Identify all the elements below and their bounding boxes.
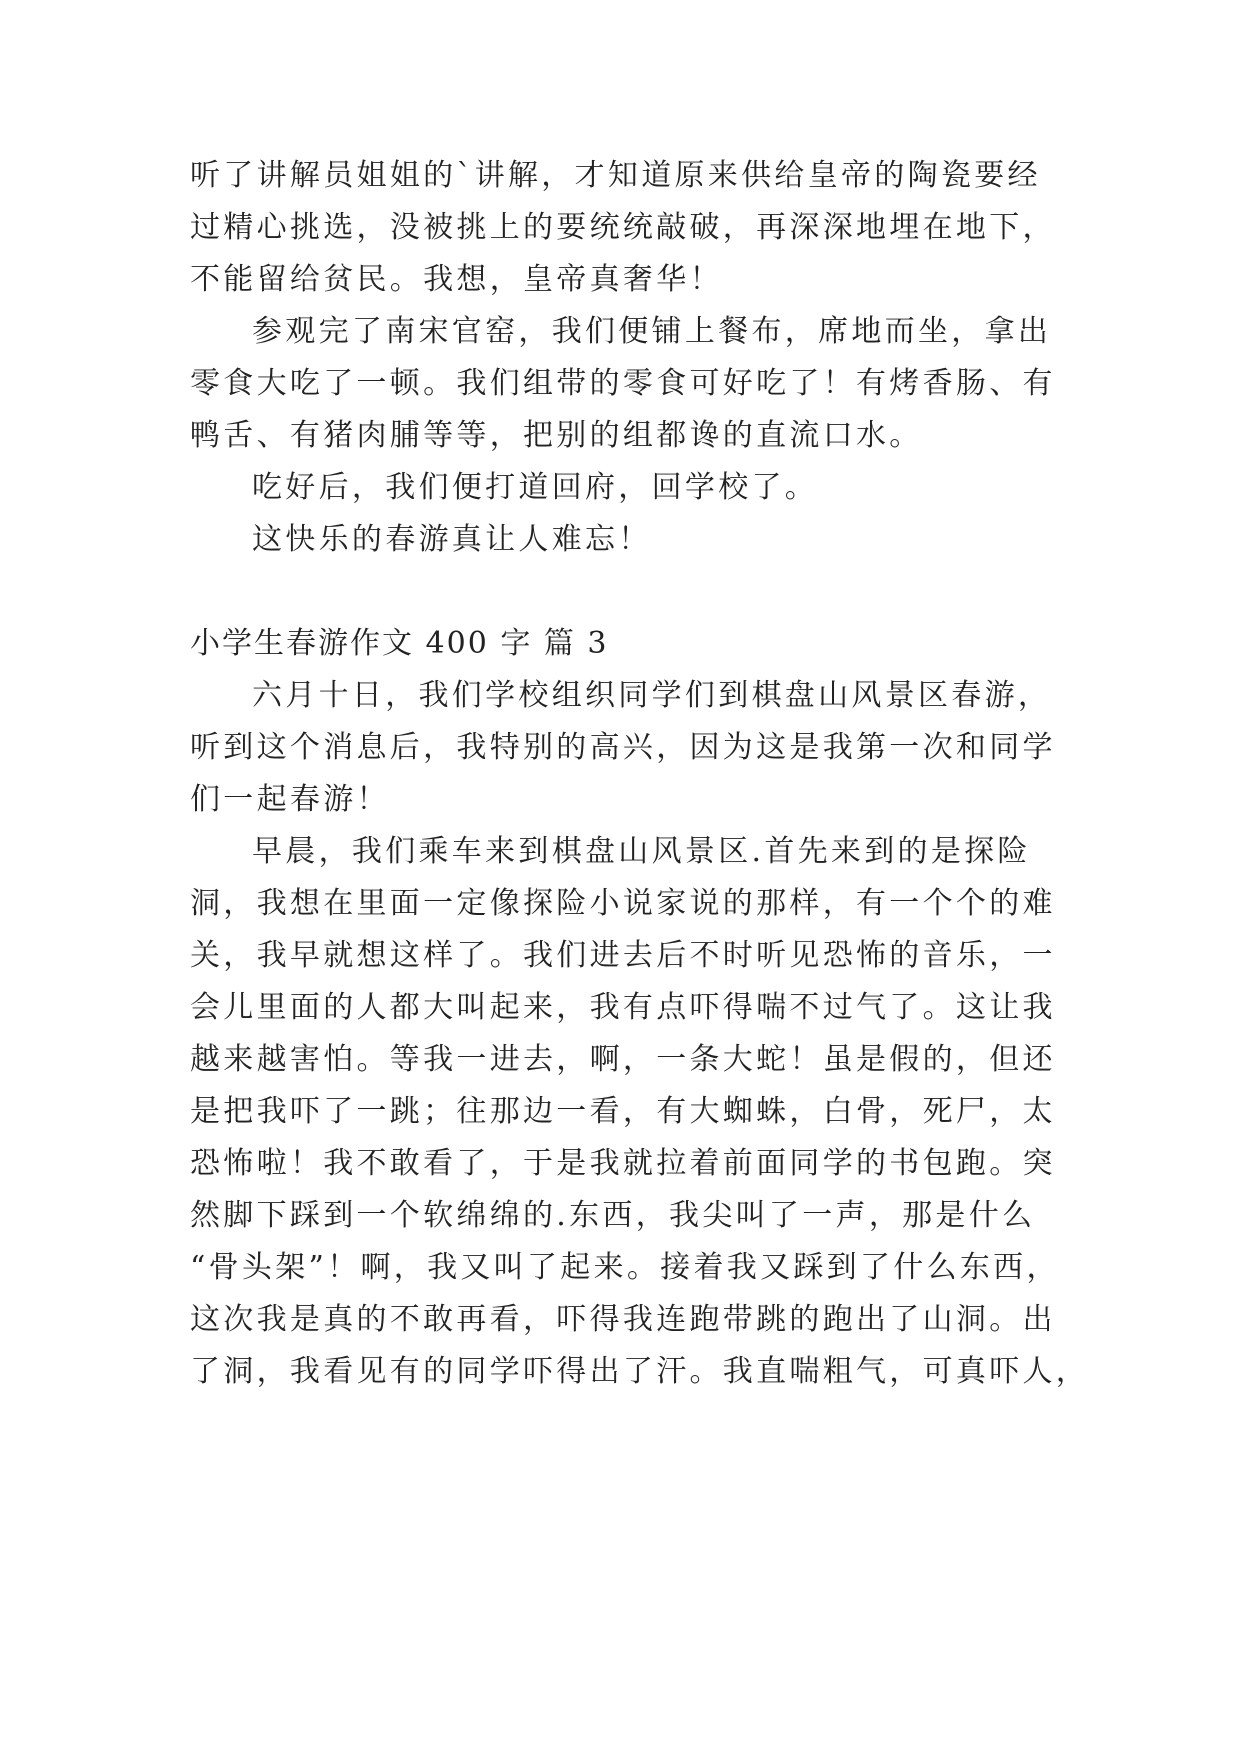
text-line: 们一起春游！ bbox=[190, 782, 390, 817]
text-line: 关，我早就想这样了。我们进去后不时听见恐怖的音乐，一 bbox=[190, 938, 1056, 973]
section-heading: 小学生春游作文 400 字 篇 3 bbox=[190, 626, 609, 661]
text-line: 鸭舌、有猪肉脯等等，把别的组都谗的直流口水。 bbox=[190, 418, 923, 453]
text-line: 会儿里面的人都大叫起来，我有点吓得喘不过气了。这让我 bbox=[190, 990, 1056, 1025]
text-line: 这次我是真的不敢再看，吓得我连跑带跳的跑出了山洞。出 bbox=[190, 1302, 1056, 1337]
paragraph-first-line: 吃好后，我们便打道回府，回学校了。 bbox=[252, 470, 819, 505]
text-line: 不能留给贫民。我想，皇帝真奢华！ bbox=[190, 262, 723, 297]
text-line: 听了讲解员姐姐的`讲解，才知道原来供给皇帝的陶瓷要经 bbox=[190, 158, 1041, 193]
text-line: 零食大吃了一顿。我们组带的零食可好吃了！有烤香肠、有 bbox=[190, 366, 1056, 401]
paragraph-first-line: 六月十日，我们学校组织同学们到棋盘山风景区春游， bbox=[252, 678, 1052, 713]
text-line: 洞，我想在里面一定像探险小说家说的那样，有一个个的难 bbox=[190, 886, 1056, 921]
text-line: 过精心挑选，没被挑上的要统统敲破，再深深地埋在地下， bbox=[190, 210, 1056, 245]
text-line: 然脚下踩到一个软绵绵的.东西，我尖叫了一声，那是什么 bbox=[190, 1198, 1036, 1233]
text-line: 恐怖啦！我不敢看了，于是我就拉着前面同学的书包跑。突 bbox=[190, 1146, 1056, 1181]
text-line: 越来越害怕。等我一进去，啊，一条大蛇！虽是假的，但还 bbox=[190, 1042, 1056, 1077]
text-line: 听到这个消息后，我特别的高兴，因为这是我第一次和同学 bbox=[190, 730, 1056, 765]
text-line: “骨头架”！啊，我又叫了起来。接着我又踩到了什么东西， bbox=[190, 1250, 1060, 1285]
text-line: 了洞，我看见有的同学吓得出了汗。我直喘粗气，可真吓人， bbox=[190, 1354, 1090, 1389]
paragraph-first-line: 参观完了南宋官窑，我们便铺上餐布，席地而坐，拿出 bbox=[252, 314, 1052, 349]
paragraph-first-line: 这快乐的春游真让人难忘！ bbox=[252, 522, 652, 557]
paragraph-first-line: 早晨，我们乘车来到棋盘山风景区.首先来到的是探险 bbox=[252, 834, 1031, 869]
text-line: 是把我吓了一跳；往那边一看，有大蜘蛛，白骨，死尸，太 bbox=[190, 1094, 1056, 1129]
